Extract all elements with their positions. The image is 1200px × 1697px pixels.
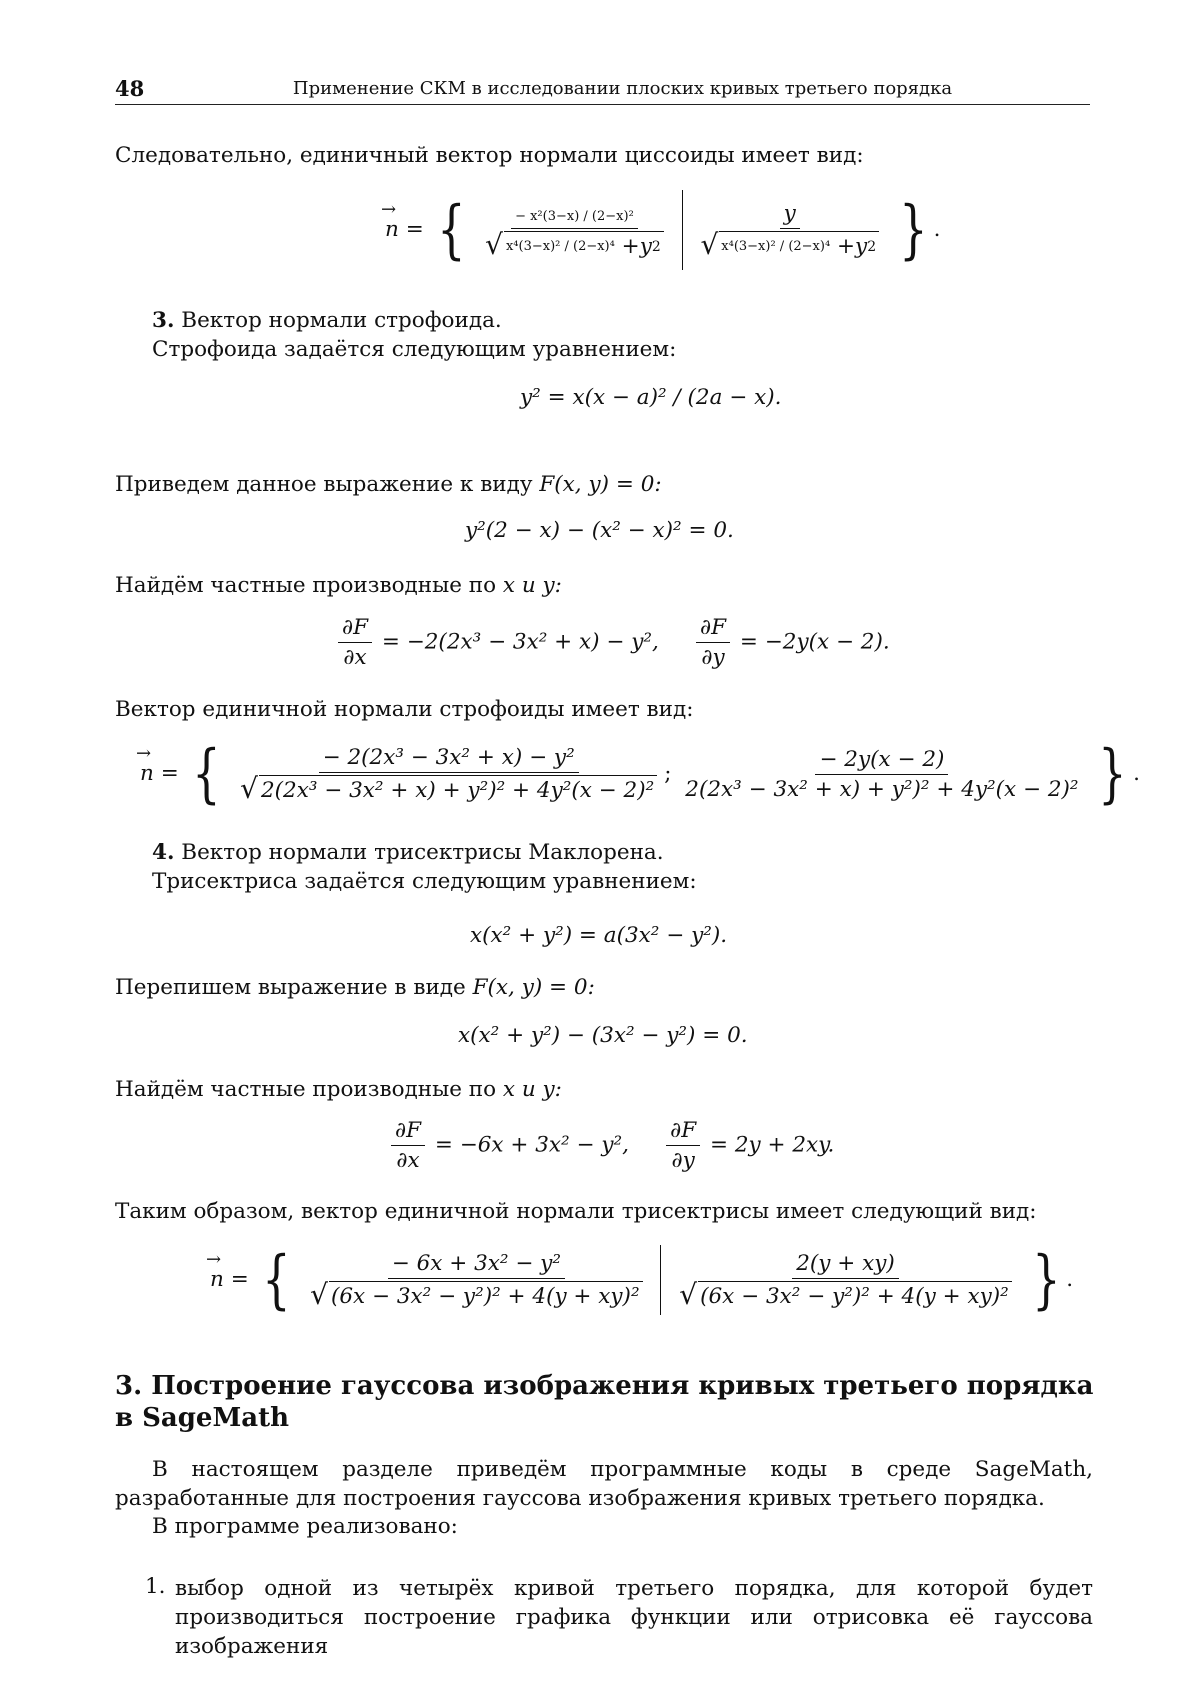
paragraph-thus: Таким образом, вектор единичной нормали трисектрисы имеет следующий вид: <box>115 1199 1037 1224</box>
section-paragraph-1: В настоящем разделе приведём программные коды в среде SageMath, разработанные для построения гауссова изображения кривых третьего порядка. <box>115 1457 1093 1511</box>
formula-strofoid-F: y²(2 − x) − (x² − x)² = 0. <box>465 518 734 543</box>
paragraph-strofoid-vector: Вектор единичной нормали строфоиды имеет вид: <box>115 697 694 722</box>
section-paragraph-2: В программе реализовано: <box>152 1514 458 1539</box>
trisectrix-intro: Трисектриса задаётся следующим уравнением: <box>152 869 697 894</box>
page-header <box>115 74 1090 105</box>
page-number: 48 <box>115 76 145 101</box>
paragraph-partials-2: Найдём частные производные по x и y: <box>115 1077 562 1102</box>
subsection-trisectrix-title: 4. Вектор нормали трисектрисы Маклорена. <box>152 840 664 865</box>
paragraph-reduce: Приведем данное выражение к виду F(x, y) = 0: <box>115 472 662 497</box>
formula-strofoid-normal-vector: → n = { − 2(2x³ − 3x² + x) − y² √ 2(2x³ − 3x² + x) + y²)² + 4y²(x − 2)² ; $\frac{- 2y(x - 2)}{\text{2(2x³ − 3x² + x) + y²)² + 4y²(x − 2)²}}$ } . <box>140 742 1140 806</box>
section-heading: 3. Построение гауссова изображения кривых третьего порядка в SageMath <box>115 1371 1094 1433</box>
formula-trisectrix-F: x(x² + y²) − (3x² − y²) = 0. <box>458 1023 748 1048</box>
formula-cissoid-normal-vector: → n = { − x²(3−x) / (2−x)² √ x⁴(3−x)² / (2−x)⁴ + y 2 y √ x⁴(3−x)² / (2−x)⁴ + y 2 } . <box>385 190 940 270</box>
running-title: Применение СКМ в исследовании плоских кривых третьего порядка <box>292 78 953 99</box>
paragraph-cissoid-normal: Следовательно, единичный вектор нормали циссоиды имеет вид: <box>115 143 864 168</box>
formula-strofoid-equation: y² = x(x − a)² / (2a − x). <box>520 385 782 410</box>
paragraph-partials: Найдём частные производные по x и y: <box>115 573 562 598</box>
strofoid-intro: Строфоида задаётся следующим уравнением: <box>152 337 677 362</box>
list-item-1: выбор одной из четырёх кривой третьего порядка, для которой будет производиться построение графика функции или отрисовка её гауссова изображения <box>175 1576 1093 1659</box>
list-item-number: 1. <box>145 1574 166 1599</box>
paragraph-rewrite: Перепишем выражение в виде F(x, y) = 0: <box>115 975 595 1000</box>
formula-trisectrix-normal-vector: → n = { − 6x + 3x² − y² √ (6x − 3x² − y²)² + 4(y + xy)² 2(y + xy) √ (6x − 3x² − y²)² + 4(y + xy)² } . <box>210 1245 1073 1315</box>
subsection-strofoid-title: 3. Вектор нормали строфоида. <box>152 308 502 333</box>
formula-trisectrix-equation: x(x² + y²) = a(3x² − y²). <box>470 923 728 948</box>
formula-trisectrix-partials: $\frac{\partial F}{\partial x}$ = −6x + 3x² − y², $\frac{\partial F}{\partial y}$ = 2y + 2xy. <box>388 1118 834 1173</box>
formula-strofoid-partials: $\frac{\partial F}{\partial x}$ = −2(2x³ − 3x² + x) − y², $\frac{\partial F}{\partial y}$ = −2y(x − 2). <box>335 615 890 670</box>
